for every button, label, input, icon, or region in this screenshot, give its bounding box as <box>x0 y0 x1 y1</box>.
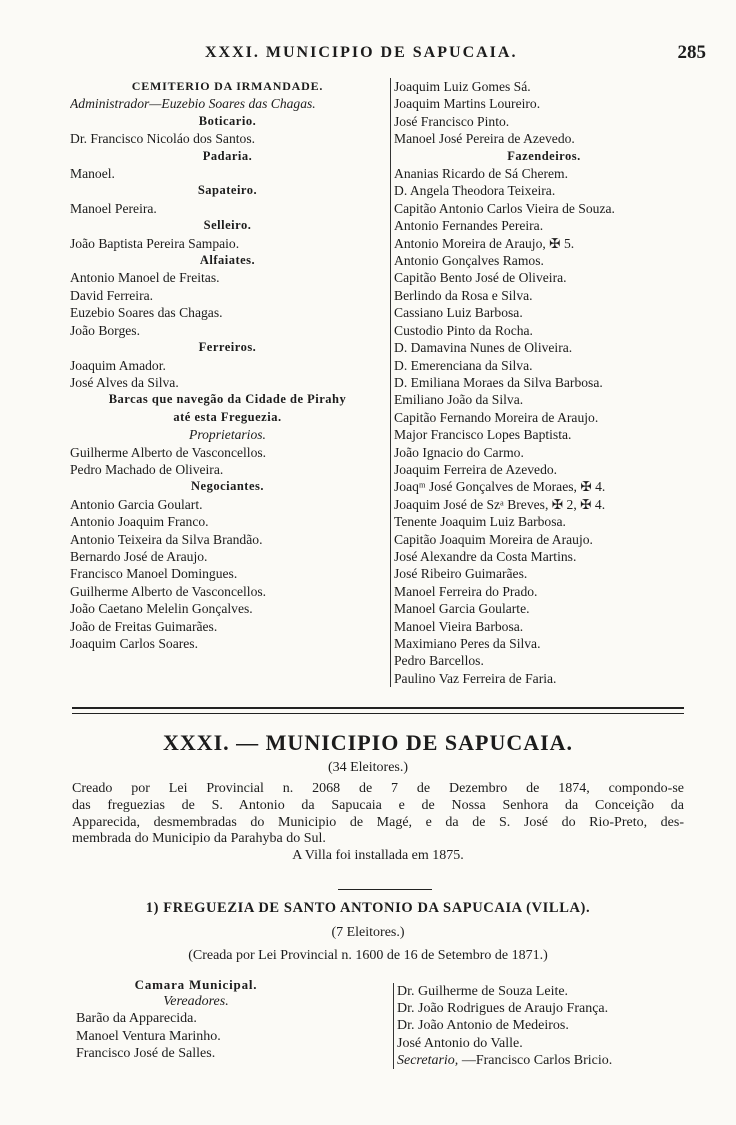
list-item: Joaquim Amador. <box>70 357 166 373</box>
list-item: Antonio Manoel de Freitas. <box>70 270 220 286</box>
freguezia-created: (Creada por Lei Provincial n. 1600 de 16 de Setembro de 1871.) <box>188 948 548 963</box>
list-item: D. Emiliana Moraes da Silva Barbosa. <box>394 374 603 390</box>
list-item: Antonio Gonçalves Ramos. <box>394 253 544 269</box>
list-item: João de Freitas Guimarães. <box>70 618 218 634</box>
list-item: João Caetano Melelin Gonçalves. <box>70 601 253 617</box>
list-item: Manoel Ventura Marinho. <box>76 1028 221 1044</box>
list-item: Bernardo José de Araujo. <box>70 548 208 564</box>
list-item: João Borges. <box>70 322 140 338</box>
section-heading: até esta Freguezia. <box>173 409 282 424</box>
municipality-title: XXXI. — MUNICIPIO DE SAPUCAIA. <box>162 730 574 755</box>
page-number: 285 <box>677 42 706 63</box>
list-item: João Baptista Pereira Sampaio. <box>70 235 240 251</box>
list-item: Paulino Vaz Ferreira de Faria. <box>394 670 557 686</box>
list-item: João Ignacio do Carmo. <box>394 444 524 460</box>
municipality-electors: (34 Eleitores.) <box>327 760 409 775</box>
list-item: Ananias Ricardo de Sá Cherem. <box>394 166 569 182</box>
running-title: XXXI. MUNICIPIO DE SAPUCAIA. <box>205 44 518 61</box>
right-column <box>390 78 694 687</box>
cemetery-heading: CEMITERIO DA IRMANDADE. <box>131 79 324 93</box>
list-item: D. Angela Theodora Teixeira. <box>394 183 556 199</box>
list-item: Guilherme Alberto de Vasconcellos. <box>70 583 267 599</box>
list-item: Antonio Moreira de Araujo, ✠ 5. <box>394 235 575 251</box>
list-item: José Alves da Silva. <box>70 374 179 390</box>
list-item: David Ferreira. <box>70 287 154 303</box>
section-heading: Barcas que navegão da Cidade de Pirahy <box>108 392 347 407</box>
list-item: Capitão Bento José de Oliveira. <box>394 270 567 286</box>
paragraph-line: membrada do Municipio da Parahyba do Sul. <box>72 831 326 847</box>
vereadores-heading: Vereadores. <box>163 994 229 1010</box>
section-heading: Selleiro. <box>203 218 252 233</box>
list-item: Manoel Pereira. <box>70 200 157 216</box>
list-item: Barão da Apparecida. <box>76 1011 197 1027</box>
list-item: Capitão Joaquim Moreira de Araujo. <box>394 531 593 547</box>
list-item: Manoel Ferreira do Prado. <box>394 583 538 599</box>
installed-note: A Villa foi installada em 1875. <box>292 848 464 864</box>
camara-left-column <box>76 976 376 1062</box>
list-item: Manoel José Pereira de Azevedo. <box>394 131 575 147</box>
list-item: Francisco José de Salles. <box>76 1045 216 1061</box>
list-item: Custodio Pinto da Rocha. <box>394 322 533 338</box>
freguezia-electors: (7 Eleitores.) <box>331 925 405 940</box>
section-heading: Fazendeiros. <box>507 148 581 163</box>
paragraph-line: das freguezias de S. Antonio da Sapucaia e de Nossa Senhora da Conceição da <box>72 797 684 813</box>
paragraph-line: Apparecida, desmembradas do Municipio de Magé, e da de S. José do Rio-Preto, des- <box>72 814 684 830</box>
section-heading: Boticario. <box>198 113 257 128</box>
list-item: D. Emerenciana da Silva. <box>394 357 533 373</box>
list-item: Antonio Joaquim Franco. <box>70 514 209 530</box>
secretario-label: Secretario, <box>397 1052 459 1068</box>
list-item: Tenente Joaquim Luiz Barbosa. <box>394 514 566 530</box>
camara-heading: Camara Municipal. <box>134 977 258 992</box>
list-item: Antonio Teixeira da Silva Brandão. <box>70 531 263 547</box>
list-item: Joaquim José de Szᵃ Breves, ✠ 2, ✠ 4. <box>394 496 606 512</box>
list-item: José Antonio do Valle. <box>397 1035 523 1051</box>
list-item: Joaquim Luiz Gomes Sá. <box>394 79 531 94</box>
list-item: Francisco Manoel Domingues. <box>70 566 238 582</box>
list-item: Antonio Fernandes Pereira. <box>394 218 544 234</box>
list-item: Dr. Guilherme de Souza Leite. <box>397 984 569 999</box>
list-item: Joaquim Martins Loureiro. <box>394 96 541 112</box>
list-item: Guilherme Alberto de Vasconcellos. <box>70 444 267 460</box>
list-item: José Alexandre da Costa Martins. <box>394 548 577 564</box>
secretario-name: —Francisco Carlos Bricio. <box>461 1052 613 1068</box>
list-item: Antonio Garcia Goulart. <box>70 496 203 512</box>
camara-right-column <box>393 983 697 1069</box>
short-divider <box>338 889 432 890</box>
list-item: Manoel Garcia Goularte. <box>394 601 530 617</box>
freguezia-title: 1) FREGUEZIA DE SANTO ANTONIO DA SAPUCAIA (VILLA). <box>145 900 591 916</box>
list-item: Joaquim Ferreira de Azevedo. <box>394 461 558 477</box>
list-item: D. Damavina Nunes de Oliveira. <box>394 340 573 356</box>
list-item: José Francisco Pinto. <box>394 113 510 129</box>
list-item: Joaquim Carlos Soares. <box>70 636 198 651</box>
section-heading: Alfaiates. <box>199 253 256 268</box>
section-divider <box>72 707 684 714</box>
list-item: Major Francisco Lopes Baptista. <box>394 427 572 443</box>
subheading: Proprietarios. <box>189 427 266 443</box>
list-item: Pedro Machado de Oliveira. <box>70 461 224 477</box>
list-item: José Ribeiro Guimarães. <box>394 566 528 582</box>
section-heading: Sapateiro. <box>197 183 258 198</box>
left-column <box>70 78 385 652</box>
list-item: Manoel. <box>70 166 115 182</box>
list-item: Pedro Barcellos. <box>394 653 484 669</box>
list-item: Cassiano Luiz Barbosa. <box>394 305 523 321</box>
list-item: Dr. João Antonio de Medeiros. <box>397 1018 569 1034</box>
municipality-description <box>72 781 684 865</box>
list-item: Berlindo da Rosa e Silva. <box>394 287 533 303</box>
list-item: Dr. Francisco Nicoláo dos Santos. <box>70 131 256 147</box>
paragraph-line: Creado por Lei Provincial n. 2068 de 7 de Dezembro de 1874, compondo-se <box>72 781 684 796</box>
list-item: Joaqᵐ José Gonçalves de Moraes, ✠ 4. <box>394 479 606 495</box>
section-heading: Negociantes. <box>191 479 264 494</box>
list-item: Euzebio Soares das Chagas. <box>70 305 223 321</box>
list-item: Capitão Antonio Carlos Vieira de Souza. <box>394 200 615 216</box>
administrator-line: Administrador—Euzebio Soares das Chagas. <box>70 96 316 112</box>
running-head <box>0 44 736 68</box>
secretario-line <box>397 1052 697 1069</box>
list-item: Capitão Fernando Moreira de Araujo. <box>394 409 599 425</box>
section-heading: Padaria. <box>202 148 253 163</box>
list-item: Emiliano João da Silva. <box>394 392 524 408</box>
list-item: Manoel Vieira Barbosa. <box>394 618 524 634</box>
section-heading: Ferreiros. <box>198 340 257 355</box>
list-item: Maximiano Peres da Silva. <box>394 636 541 651</box>
list-item: Dr. João Rodrigues de Araujo França. <box>397 1001 609 1017</box>
